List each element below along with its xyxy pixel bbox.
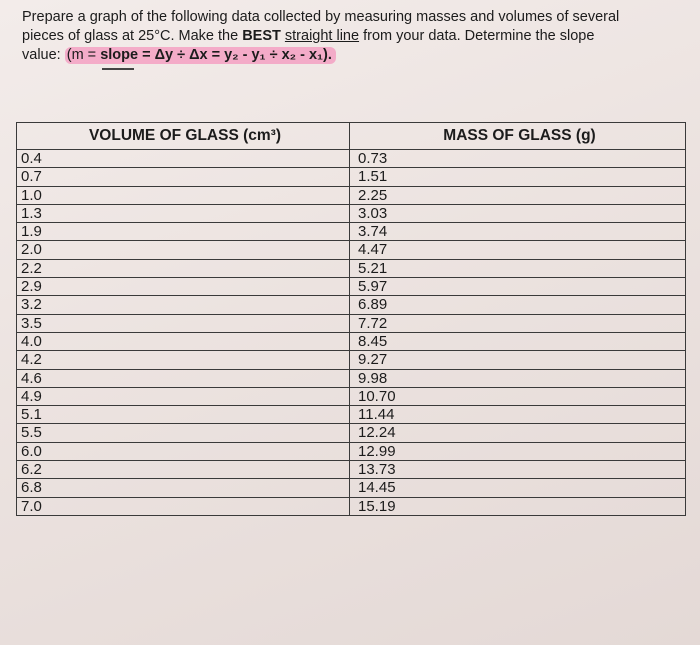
volume-cell: 4.0 [17,332,350,350]
volume-cell: 5.5 [17,424,350,442]
volume-cell: 7.0 [17,497,350,515]
volume-column-header: VOLUME OF GLASS (cm³) [17,123,350,150]
table-row [17,461,686,479]
instructions-line-1: Prepare a graph of the following data collected by measuring masses and volumes of several [22,9,620,25]
table-row [17,204,686,222]
table-row [17,223,686,241]
volume-cell: 2.2 [17,259,350,277]
mass-cell: 5.21 [350,259,686,277]
formula-open: (m [66,47,84,63]
instructions-text: from your data. Determine the slope [359,28,595,44]
volume-cell: 3.2 [17,296,350,314]
instructions-text: value: [22,47,65,63]
mass-cell: 5.97 [350,278,686,296]
data-table [16,122,686,516]
volume-cell: 6.8 [17,479,350,497]
volume-cell: 1.0 [17,186,350,204]
table-row [17,351,686,369]
mass-cell: 2.25 [350,186,686,204]
volume-cell: 2.0 [17,241,350,259]
volume-cell: 1.9 [17,223,350,241]
table-row [17,369,686,387]
mass-column-header: MASS OF GLASS (g) [350,123,686,150]
volume-cell: 4.9 [17,387,350,405]
volume-cell: 1.3 [17,204,350,222]
straight-line-underlined: straight line [284,28,360,44]
table-body [17,150,686,516]
mass-cell: 3.74 [350,223,686,241]
mass-cell: 1.51 [350,168,686,186]
volume-cell: 4.2 [17,351,350,369]
volume-cell: 3.5 [17,314,350,332]
table-header-row [17,123,686,150]
volume-cell: 2.9 [17,278,350,296]
instructions-line-3 [22,46,682,65]
mass-cell: 11.44 [350,406,686,424]
table-row [17,186,686,204]
slope-formula: = Δy ÷ Δx = y₂ - y₁ ÷ x₂ - x₁). [138,47,332,63]
volume-cell: 5.1 [17,406,350,424]
table-row [17,406,686,424]
table-row [17,332,686,350]
mass-cell: 9.98 [350,369,686,387]
table-row [17,259,686,277]
table-row [17,168,686,186]
mass-cell: 14.45 [350,479,686,497]
mass-cell: 15.19 [350,497,686,515]
instructions-line-2 [22,27,682,46]
slope-formula-highlight [65,47,336,64]
mass-cell: 10.70 [350,387,686,405]
volume-cell: 4.6 [17,369,350,387]
volume-cell: 6.2 [17,461,350,479]
table-row [17,296,686,314]
mass-cell: 12.99 [350,442,686,460]
formula-equals: = [83,47,101,63]
table-row [17,387,686,405]
mass-cell: 3.03 [350,204,686,222]
instructions-text: pieces of glass at 25°C. Make the [22,28,243,44]
table-row [17,278,686,296]
volume-cell: 0.7 [17,168,350,186]
volume-cell: 6.0 [17,442,350,460]
mass-cell: 13.73 [350,461,686,479]
mass-cell: 4.47 [350,241,686,259]
slope-word: slope [100,47,139,63]
table-row [17,314,686,332]
table-row [17,241,686,259]
instructions-paragraph [22,8,682,65]
table-row [17,479,686,497]
table-row [17,424,686,442]
mass-cell: 7.72 [350,314,686,332]
table-row [17,442,686,460]
best-emphasis: BEST [242,28,281,44]
mass-cell: 9.27 [350,351,686,369]
volume-cell: 0.4 [17,150,350,168]
table-row [17,150,686,168]
mass-cell: 12.24 [350,424,686,442]
mass-cell: 0.73 [350,150,686,168]
table-row [17,497,686,515]
mass-cell: 8.45 [350,332,686,350]
mass-cell: 6.89 [350,296,686,314]
